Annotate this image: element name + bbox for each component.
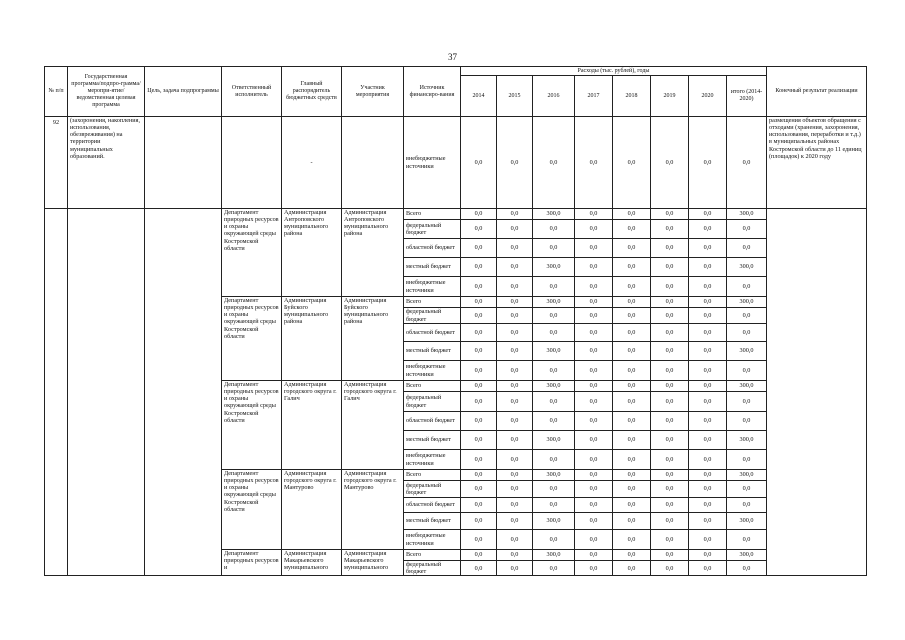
value-cell: 0,0 — [575, 561, 613, 576]
value-cell: 0,0 — [461, 117, 497, 209]
value-cell: 0,0 — [613, 412, 651, 431]
value-cell: 300,0 — [533, 381, 575, 392]
source-cell: Всего — [404, 297, 461, 308]
executor-cell: Департамент природных ресурсов и охраны окружающей среды Костромской области — [222, 470, 282, 550]
value-cell: 0,0 — [461, 392, 497, 412]
value-cell: 0,0 — [689, 258, 727, 277]
value-cell: 0,0 — [497, 297, 533, 308]
value-cell: 0,0 — [461, 513, 497, 530]
header-result: Конечный результат реализации — [767, 67, 867, 117]
value-cell: 0,0 — [689, 450, 727, 470]
source-cell: местный бюджет — [404, 258, 461, 277]
value-cell: 0,0 — [613, 450, 651, 470]
value-cell: 300,0 — [727, 513, 767, 530]
value-cell: 0,0 — [461, 412, 497, 431]
value-cell: 0,0 — [689, 239, 727, 258]
value-cell: 0,0 — [689, 412, 727, 431]
source-cell: внебюджетные источники — [404, 361, 461, 381]
value-cell: 0,0 — [575, 530, 613, 550]
value-cell: 0,0 — [689, 209, 727, 220]
value-cell: 0,0 — [613, 561, 651, 576]
value-cell: 0,0 — [461, 308, 497, 324]
source-cell: Всего — [404, 381, 461, 392]
value-cell: 0,0 — [651, 209, 689, 220]
value-cell: 0,0 — [613, 297, 651, 308]
value-cell: 0,0 — [497, 117, 533, 209]
value-cell: 0,0 — [651, 392, 689, 412]
source-cell: областной бюджет — [404, 412, 461, 431]
value-cell: 0,0 — [461, 470, 497, 481]
source-cell: Всего — [404, 209, 461, 220]
source-cell: местный бюджет — [404, 513, 461, 530]
value-cell: 300,0 — [727, 297, 767, 308]
value-cell: 0,0 — [613, 470, 651, 481]
value-cell: 0,0 — [651, 361, 689, 381]
executor-cell: Департамент природных ресурсов и — [222, 550, 282, 576]
source-cell: внебюджетные источники — [404, 450, 461, 470]
value-cell: 0,0 — [461, 450, 497, 470]
value-cell: 0,0 — [497, 412, 533, 431]
value-cell: 0,0 — [575, 297, 613, 308]
header-program: Государственная программа/подпро-грамма/меропри-ятие/ведомственная целевая программа — [68, 67, 145, 117]
value-cell: 300,0 — [727, 342, 767, 361]
value-cell: 0,0 — [613, 431, 651, 450]
source-cell: областной бюджет — [404, 239, 461, 258]
value-cell: 0,0 — [497, 381, 533, 392]
value-cell: 0,0 — [497, 239, 533, 258]
source-cell: Всего — [404, 550, 461, 561]
value-cell: 0,0 — [461, 550, 497, 561]
value-cell: 0,0 — [651, 297, 689, 308]
value-cell: 0,0 — [461, 561, 497, 576]
value-cell: 0,0 — [575, 550, 613, 561]
source-cell: федеральный бюджет — [404, 308, 461, 324]
value-cell: 0,0 — [461, 277, 497, 297]
value-cell: 0,0 — [533, 561, 575, 576]
value-cell: 0,0 — [689, 470, 727, 481]
table-row — [45, 209, 867, 220]
value-cell: 0,0 — [575, 239, 613, 258]
source-cell: областной бюджет — [404, 324, 461, 342]
value-cell: 0,0 — [461, 324, 497, 342]
result-cell-empty — [767, 209, 867, 576]
value-cell: 0,0 — [575, 361, 613, 381]
value-cell: 300,0 — [727, 470, 767, 481]
value-cell: 0,0 — [613, 324, 651, 342]
value-cell: 0,0 — [497, 308, 533, 324]
executor-cell: Департамент природных ресурсов и охраны окружающей среды Костромской области — [222, 381, 282, 470]
value-cell: 0,0 — [461, 258, 497, 277]
source-cell: федеральный бюджет — [404, 392, 461, 412]
value-cell: 0,0 — [533, 481, 575, 498]
value-cell: 0,0 — [497, 431, 533, 450]
participant-cell — [342, 117, 404, 209]
value-cell: 0,0 — [575, 117, 613, 209]
value-cell: 0,0 — [651, 308, 689, 324]
value-cell: 0,0 — [575, 450, 613, 470]
value-cell: 0,0 — [651, 239, 689, 258]
value-cell: 300,0 — [533, 297, 575, 308]
value-cell: 0,0 — [461, 381, 497, 392]
value-cell: 0,0 — [689, 220, 727, 239]
value-cell: 0,0 — [533, 277, 575, 297]
value-cell: 0,0 — [613, 258, 651, 277]
header-goal: Цель, задача подпрограммы — [145, 67, 222, 117]
value-cell: 0,0 — [461, 498, 497, 513]
value-cell: 0,0 — [689, 277, 727, 297]
value-cell: 300,0 — [533, 258, 575, 277]
value-cell: 0,0 — [613, 342, 651, 361]
value-cell: 0,0 — [727, 117, 767, 209]
header-executor: Ответственный исполнитель — [222, 67, 282, 117]
value-cell: 0,0 — [689, 308, 727, 324]
source-cell: Всего — [404, 470, 461, 481]
value-cell: 0,0 — [689, 498, 727, 513]
value-cell: 0,0 — [689, 297, 727, 308]
value-cell: 0,0 — [533, 498, 575, 513]
value-cell: 0,0 — [651, 450, 689, 470]
value-cell: 0,0 — [575, 324, 613, 342]
value-cell: 0,0 — [497, 481, 533, 498]
header-num: № п/п — [45, 67, 68, 117]
value-cell: 0,0 — [727, 498, 767, 513]
value-cell: 300,0 — [533, 513, 575, 530]
value-cell: 0,0 — [651, 481, 689, 498]
header-manager: Главный распорядитель бюджетных средств — [282, 67, 342, 117]
value-cell: 0,0 — [727, 220, 767, 239]
value-cell: 0,0 — [727, 450, 767, 470]
value-cell: 300,0 — [727, 381, 767, 392]
value-cell: 0,0 — [461, 431, 497, 450]
value-cell: 0,0 — [497, 450, 533, 470]
manager-cell: Администрация Макарьевского муниципального — [282, 550, 342, 576]
value-cell: 0,0 — [651, 498, 689, 513]
value-cell: 300,0 — [727, 258, 767, 277]
value-cell: 0,0 — [461, 297, 497, 308]
value-cell: 0,0 — [613, 381, 651, 392]
value-cell: 0,0 — [497, 220, 533, 239]
header-year: 2015 — [497, 76, 533, 117]
value-cell: 0,0 — [651, 381, 689, 392]
value-cell: 0,0 — [575, 342, 613, 361]
program-cell-empty — [68, 209, 145, 576]
participant-cell: Администрация городского округа г. Галич — [342, 381, 404, 470]
value-cell: 0,0 — [461, 481, 497, 498]
value-cell: 0,0 — [727, 530, 767, 550]
source-cell: федеральный бюджет — [404, 220, 461, 239]
manager-cell: Администрация Антроповского муниципального района — [282, 209, 342, 297]
value-cell: 0,0 — [575, 308, 613, 324]
value-cell: 0,0 — [497, 550, 533, 561]
executor-cell — [222, 117, 282, 209]
value-cell: 0,0 — [727, 361, 767, 381]
value-cell: 0,0 — [651, 513, 689, 530]
source-cell: внебюджетные источники — [404, 277, 461, 297]
value-cell: 0,0 — [689, 530, 727, 550]
value-cell: 0,0 — [497, 361, 533, 381]
value-cell: 0,0 — [727, 277, 767, 297]
source-cell: местный бюджет — [404, 431, 461, 450]
source-cell: внебюджетные источники — [404, 530, 461, 550]
value-cell: 0,0 — [651, 530, 689, 550]
value-cell: 0,0 — [651, 324, 689, 342]
value-cell: 0,0 — [575, 209, 613, 220]
value-cell: 0,0 — [575, 392, 613, 412]
value-cell: 0,0 — [575, 277, 613, 297]
value-cell: 0,0 — [575, 481, 613, 498]
value-cell: 0,0 — [461, 530, 497, 550]
page-number: 37 — [448, 52, 457, 62]
value-cell: 0,0 — [613, 277, 651, 297]
goal-cell — [145, 117, 222, 209]
value-cell: 0,0 — [727, 392, 767, 412]
participant-cell: Администрация Антроповского муниципального района — [342, 209, 404, 297]
value-cell: 0,0 — [497, 324, 533, 342]
value-cell: 0,0 — [575, 258, 613, 277]
value-cell: 0,0 — [575, 513, 613, 530]
value-cell: 300,0 — [727, 209, 767, 220]
executor-cell: Департамент природных ресурсов и охраны окружающей среды Костромской области — [222, 297, 282, 381]
value-cell: 0,0 — [575, 220, 613, 239]
value-cell: 0,0 — [613, 530, 651, 550]
header-year: 2018 — [613, 76, 651, 117]
value-cell: 0,0 — [497, 561, 533, 576]
value-cell: 0,0 — [651, 342, 689, 361]
program-cell: (захоронения, накопления, использования, обезвреживания) на территории муниципальных образований. — [68, 117, 145, 209]
value-cell: 0,0 — [727, 324, 767, 342]
value-cell: 0,0 — [533, 324, 575, 342]
header-year: 2017 — [575, 76, 613, 117]
manager-cell: Администрация городского округа г. Галич — [282, 381, 342, 470]
value-cell: 0,0 — [651, 220, 689, 239]
value-cell: 0,0 — [575, 470, 613, 481]
value-cell: 0,0 — [613, 392, 651, 412]
value-cell: 0,0 — [497, 498, 533, 513]
value-cell: 0,0 — [613, 220, 651, 239]
source-cell: федеральный бюджет — [404, 561, 461, 576]
header-year: 2016 — [533, 76, 575, 117]
participant-cell: Администрация Макарьевского муниципального — [342, 550, 404, 576]
table-row — [45, 117, 867, 209]
value-cell: 0,0 — [497, 277, 533, 297]
value-cell: 0,0 — [689, 481, 727, 498]
budget-table — [44, 66, 867, 576]
value-cell: 0,0 — [727, 481, 767, 498]
value-cell: 0,0 — [575, 412, 613, 431]
manager-cell: Администрация городского округа г. Мантурово — [282, 470, 342, 550]
value-cell: 0,0 — [497, 513, 533, 530]
value-cell: 0,0 — [651, 277, 689, 297]
value-cell: 0,0 — [533, 239, 575, 258]
value-cell: 0,0 — [613, 209, 651, 220]
source-cell: внебюджетные источники — [404, 117, 461, 209]
value-cell: 300,0 — [533, 209, 575, 220]
source-cell: областной бюджет — [404, 498, 461, 513]
row-number-empty — [45, 209, 68, 576]
value-cell: 300,0 — [533, 550, 575, 561]
row-number: 92 — [45, 117, 68, 209]
value-cell: 300,0 — [727, 431, 767, 450]
value-cell: 0,0 — [689, 361, 727, 381]
value-cell: 0,0 — [533, 117, 575, 209]
value-cell: 0,0 — [689, 431, 727, 450]
value-cell: 0,0 — [727, 561, 767, 576]
manager-cell: - — [282, 117, 342, 209]
value-cell: 0,0 — [461, 209, 497, 220]
value-cell: 0,0 — [533, 220, 575, 239]
value-cell: 0,0 — [613, 117, 651, 209]
value-cell: 0,0 — [497, 392, 533, 412]
participant-cell: Администрация Буйского муниципального района — [342, 297, 404, 381]
value-cell: 0,0 — [689, 324, 727, 342]
participant-cell: Администрация городского округа г. Мантурово — [342, 470, 404, 550]
value-cell: 0,0 — [727, 239, 767, 258]
value-cell: 300,0 — [727, 550, 767, 561]
value-cell: 0,0 — [613, 498, 651, 513]
header-year: 2019 — [651, 76, 689, 117]
value-cell: 0,0 — [533, 308, 575, 324]
manager-cell: Администрация Буйского муниципального района — [282, 297, 342, 381]
value-cell: 0,0 — [651, 258, 689, 277]
value-cell: 0,0 — [533, 530, 575, 550]
value-cell: 0,0 — [497, 258, 533, 277]
value-cell: 0,0 — [727, 308, 767, 324]
value-cell: 0,0 — [613, 481, 651, 498]
value-cell: 300,0 — [533, 470, 575, 481]
value-cell: 0,0 — [461, 220, 497, 239]
value-cell: 0,0 — [533, 450, 575, 470]
value-cell: 0,0 — [575, 498, 613, 513]
value-cell: 0,0 — [689, 550, 727, 561]
header-expenses: Расходы (тыс. рублей), годы — [461, 67, 767, 76]
value-cell: 0,0 — [689, 342, 727, 361]
value-cell: 0,0 — [613, 361, 651, 381]
value-cell: 0,0 — [461, 239, 497, 258]
value-cell: 0,0 — [651, 412, 689, 431]
value-cell: 0,0 — [533, 412, 575, 431]
header-total: итого (2014-2020) — [727, 76, 767, 117]
value-cell: 0,0 — [689, 513, 727, 530]
value-cell: 0,0 — [497, 209, 533, 220]
value-cell: 0,0 — [689, 381, 727, 392]
value-cell: 0,0 — [461, 361, 497, 381]
result-cell: размещения объектов обращения с отходами (хранения, захоронения, использования, переработки и т.д.) в муниципальных районах Костромской области до 11 единиц (площадок) к 2020 году — [767, 117, 867, 209]
value-cell: 0,0 — [613, 550, 651, 561]
value-cell: 0,0 — [613, 513, 651, 530]
value-cell: 0,0 — [613, 308, 651, 324]
header-source: Источник финансиро-вания — [404, 67, 461, 117]
value-cell: 0,0 — [533, 392, 575, 412]
value-cell: 0,0 — [651, 431, 689, 450]
value-cell: 0,0 — [689, 561, 727, 576]
source-cell: федеральный бюджет — [404, 481, 461, 498]
value-cell: 0,0 — [497, 530, 533, 550]
value-cell: 300,0 — [533, 342, 575, 361]
value-cell: 0,0 — [575, 381, 613, 392]
value-cell: 0,0 — [575, 431, 613, 450]
executor-cell: Департамент природных ресурсов и охраны окружающей среды Костромской области — [222, 209, 282, 297]
header-year: 2020 — [689, 76, 727, 117]
goal-cell-empty — [145, 209, 222, 576]
value-cell: 0,0 — [613, 239, 651, 258]
value-cell: 0,0 — [497, 342, 533, 361]
value-cell: 0,0 — [689, 117, 727, 209]
value-cell: 300,0 — [533, 431, 575, 450]
value-cell: 0,0 — [533, 361, 575, 381]
value-cell: 0,0 — [689, 392, 727, 412]
value-cell: 0,0 — [727, 412, 767, 431]
value-cell: 0,0 — [651, 470, 689, 481]
header-participant: Участник мероприятия — [342, 67, 404, 117]
value-cell: 0,0 — [651, 117, 689, 209]
value-cell: 0,0 — [651, 550, 689, 561]
value-cell: 0,0 — [461, 342, 497, 361]
value-cell: 0,0 — [651, 561, 689, 576]
header-year: 2014 — [461, 76, 497, 117]
value-cell: 0,0 — [497, 470, 533, 481]
source-cell: местный бюджет — [404, 342, 461, 361]
